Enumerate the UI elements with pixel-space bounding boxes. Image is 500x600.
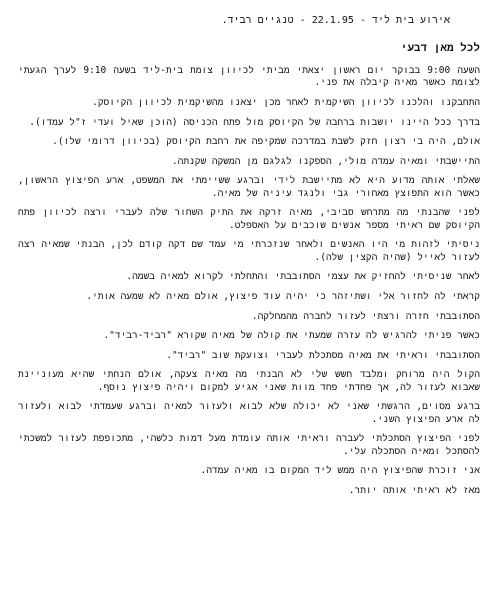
- document-header: אירוע בית ליד - 22.1.95 - טנגיים רביד.: [221, 15, 450, 26]
- paragraph-10: קראתי לה לחזור אלי ושתיזהר כי יהיה עוד פיצוץ, אולם מאיה לא שמעה אותי.: [86, 290, 480, 302]
- paragraph-5: התיישבתי ומאיה עמדה מולי, הספקנו לגלגם מן המשקה שקנתה.: [171, 155, 480, 167]
- paragraph-13: הסתובבתי וראיתי את מאיה מסתכלת לעברי וצועקת שוב "רביד".: [166, 349, 480, 361]
- paragraph-11: הסתובבתי חזרה ורצתי לעזור לחברה מהמחלקה.: [251, 310, 480, 322]
- paragraph-16: לפני הפיצוץ הסתכלתי לעברה וראיתי אותה עומדת מעל דמות כלשהי, מתכופפת לעזור למשכתי להסתכל ומאיה הסתכלה עלי.: [18, 433, 480, 457]
- paragraph-1: השעה 9:00 בבוקר יום ראשון יצאתי מביתי לכיוון צומת בית-ליד בשעה 9:10 לערך הגעתי לצומת כאשר מאיה קיבלה את פני.: [18, 65, 480, 89]
- paragraph-2: התחבקנו והלכנו לכיוון השיקמית לאחר מכן יצאנו מהשיקמית לכיוון הקיוסק.: [92, 97, 480, 108]
- paragraph-9: לאחר שניסיתי להחזיק את עצמי הסתובבתי והתחלתי לקרוא למאיה בשמה.: [126, 271, 480, 283]
- salutation: לכל מאן דבעי: [400, 41, 480, 54]
- paragraph-8: ניסיתי לזהות מי היו האנשים ולאחר שנזכרתי מי עמד שם דקה קודם לכן, הבנתי שמאיה רצה לעזור לאייל (שהיה הקצין שלה).: [18, 239, 480, 263]
- paragraph-18: מאז לא ראיתי אותה יותר.: [348, 484, 480, 496]
- letter-body: [18, 65, 480, 497]
- paragraph-14: הקול היה מרוחק ומלבד חשש שלי לא הבנתי מה מאיה צעקה, אולם הנחתי שהיא מעוניינת שאבוא לעזור לה, אך פחדתי פחד מוות שאני אגיע למקום ויהיה פיצוץ נוסף.: [18, 369, 480, 393]
- paragraph-15: ברגע מסוים, הרגשתי שאני לא יכולה שלא לבוא ולעזור למאיה וברגע שעמדתי לבוא ולעזור לה ארע הפיצוץ השני.: [18, 401, 480, 425]
- paragraph-17: אני זוכרת שהפיצוץ היה ממש ליד המקום בו מאיה עמדה.: [200, 465, 480, 477]
- paragraph-4: אולם, היה בי רצון חזק לשבת במדרכה שמקיפה את רחבת הקיוסק (בכיוון דרומי שלו).: [52, 136, 480, 148]
- paragraph-6: שאלתי אותה מדוע היא לא מתיישבת לידי וברגע ששיימתי את המשפט, ארע הפיצוץ הראשון, כאשר הוא התפוצץ מאחורי גבי ולנגד עיניה של מאיה.: [18, 175, 480, 199]
- paragraph-7: לפני שהבנתי מה מתרחש סביבי, מאיה זרקה את התיק השחור שלה לעברי ורצה לכיוון פתח הקיוסק שם ראיתי מספר אנשים שוכבים על האספלט.: [18, 207, 480, 231]
- paragraph-3: בדרך ככל היינו יושבות ברחבה של הקיוסק מול פתח הכניסה (הוכן שאיל ועדי ז"ל עמדו).: [29, 116, 480, 128]
- paragraph-12: כאשר פניתי להרגיש לה עזרה שמעתי את קולה של מאיה שקורא "רביד-רביד".: [103, 330, 480, 342]
